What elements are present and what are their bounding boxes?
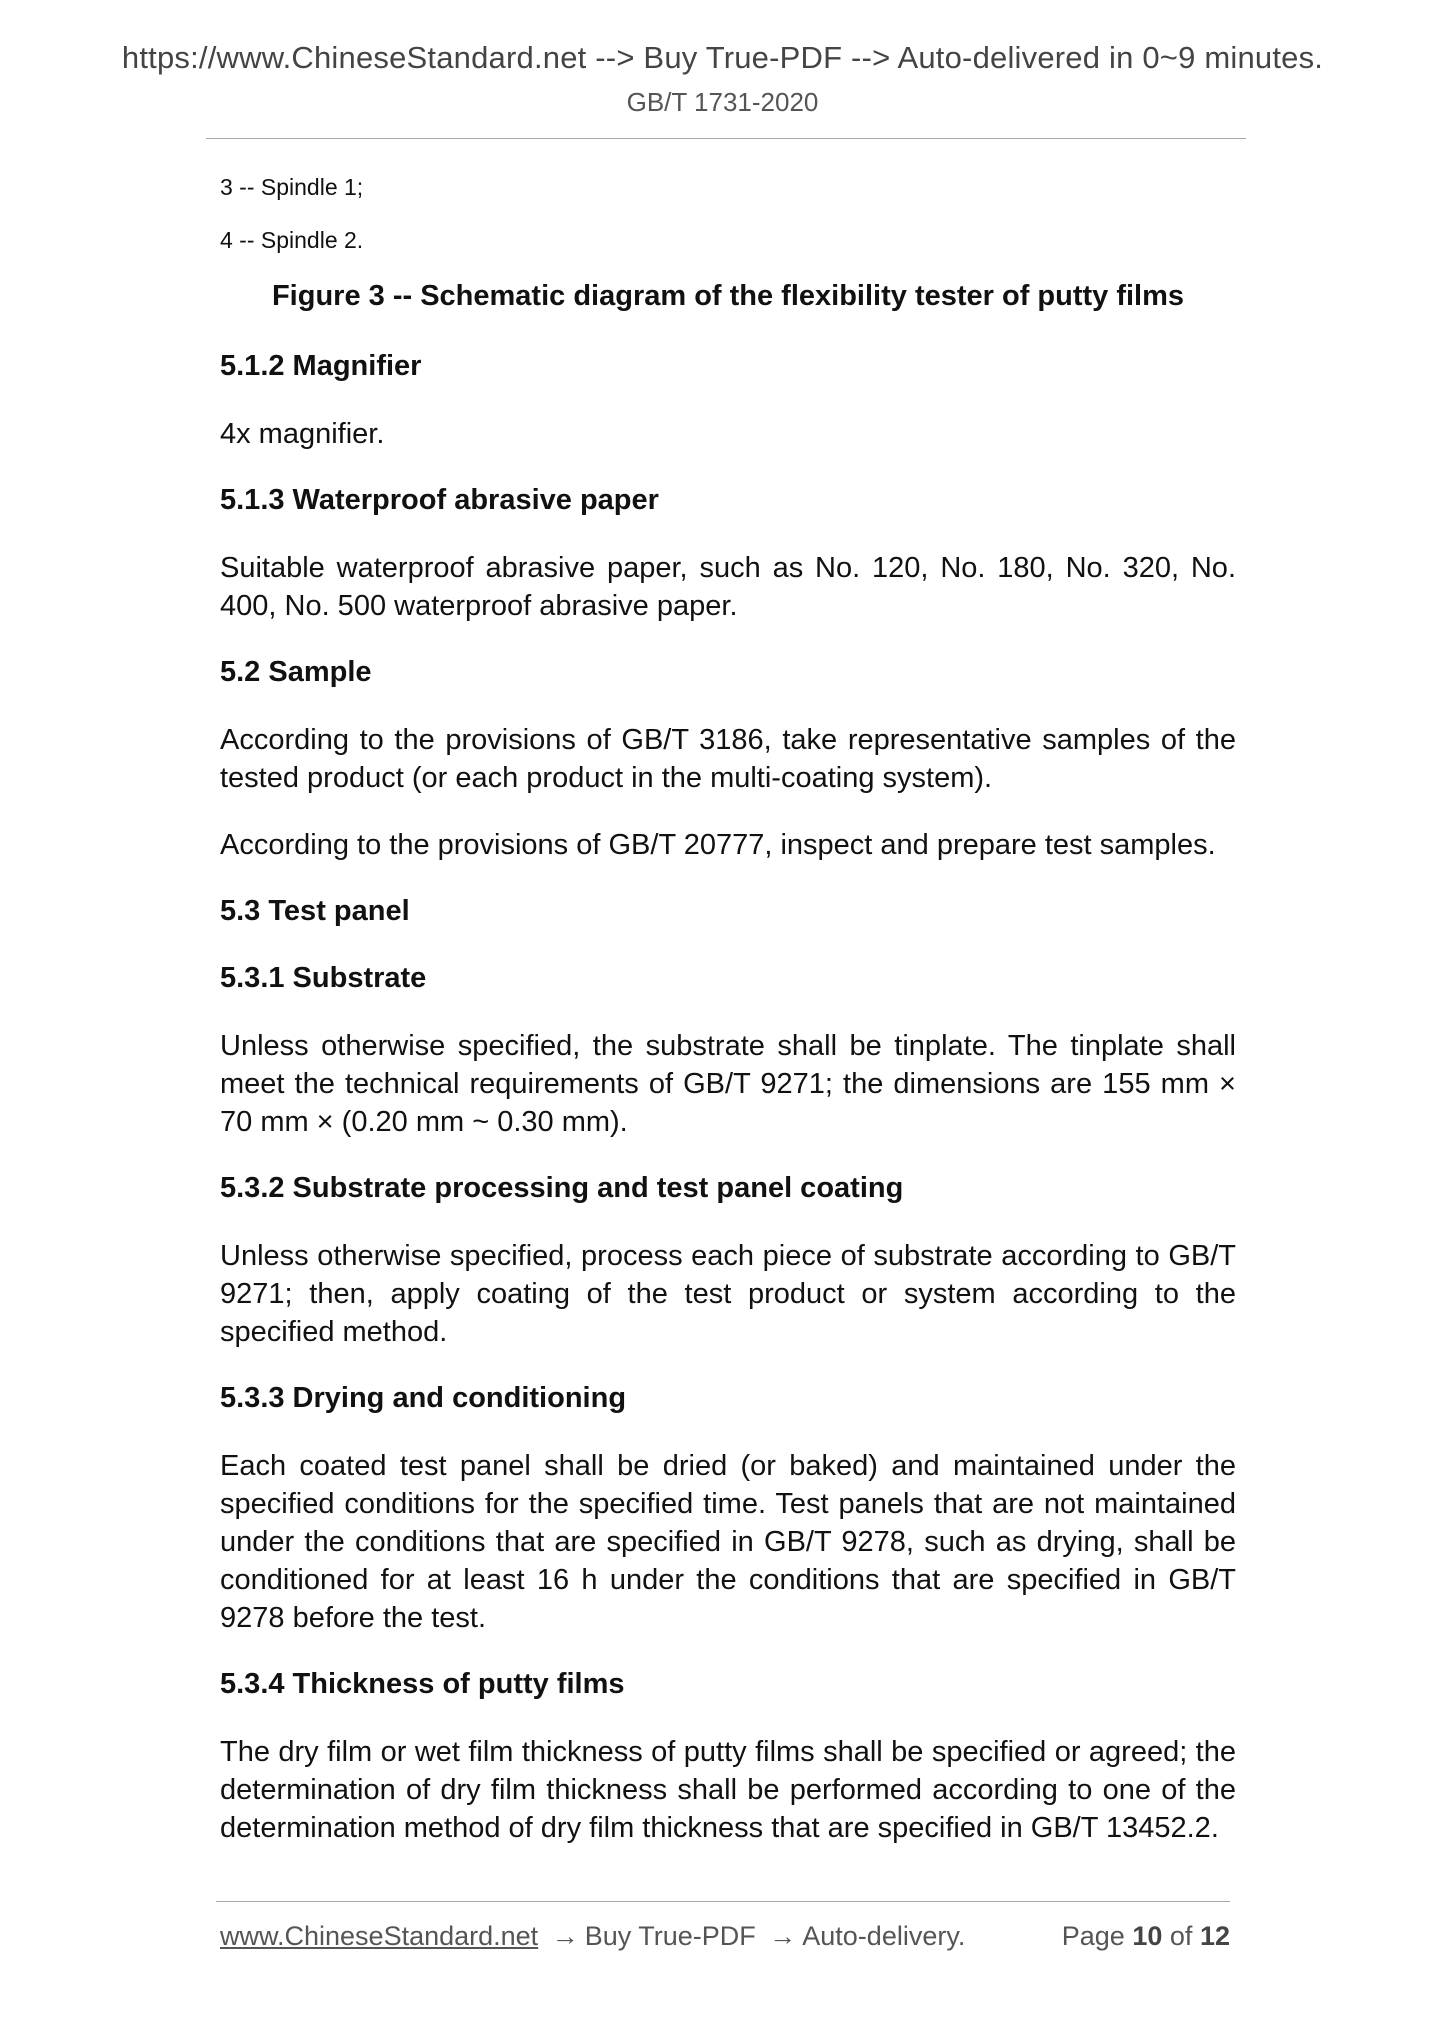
section-heading-5-3-2: 5.3.2 Substrate processing and test panel coating <box>220 1172 904 1204</box>
document-body <box>220 172 1236 1876</box>
section-heading-5-2: 5.2 Sample <box>220 656 372 688</box>
paragraph: Unless otherwise specified, process each piece of substrate according to GB/T 9271; then, apply coating of the test product or system according to the specified method. <box>220 1240 1236 1348</box>
section-heading-5-3-1: 5.3.1 Substrate <box>220 962 427 994</box>
paragraph: According to the provisions of GB/T 3186, take representative samples of the tested product (or each product in the multi-coating system). <box>220 724 1236 794</box>
footer-buy-text: Buy True-PDF <box>584 1921 756 1951</box>
page-of-label: of <box>1169 1921 1193 1951</box>
section-heading-5-3: 5.3 Test panel <box>220 895 410 927</box>
arrow-right-icon: → <box>551 1921 579 1951</box>
paragraph: According to the provisions of GB/T 20777, inspect and prepare test samples. <box>220 829 1216 861</box>
figure-caption: Figure 3 -- Schematic diagram of the flexibility tester of putty films <box>271 280 1185 312</box>
header-url-line: https://www.ChineseStandard.net --> Buy True-PDF --> Auto-delivered in 0~9 minutes. <box>121 40 1324 75</box>
page-number: 10 <box>1132 1921 1163 1951</box>
arrow-right-icon: → <box>769 1921 797 1951</box>
header-standard-number: GB/T 1731-2020 <box>626 87 819 117</box>
section-heading-5-1-2: 5.1.2 Magnifier <box>220 350 422 382</box>
page-header <box>0 38 1445 120</box>
section-heading-5-3-4: 5.3.4 Thickness of putty films <box>220 1668 625 1700</box>
section-heading-5-3-3: 5.3.3 Drying and conditioning <box>220 1382 627 1414</box>
paragraph: The dry film or wet film thickness of putty films shall be specified or agreed; the determination of dry film thickness shall be performed according to one of the determination method of dry film thickness that are specified in GB/T 13452.2. <box>220 1736 1236 1844</box>
footer-delivery-text: Auto-delivery. <box>802 1921 966 1951</box>
paragraph: 4x magnifier. <box>220 418 385 450</box>
paragraph: Suitable waterproof abrasive paper, such as No. 120, No. 180, No. 320, No. 400, No. 500 waterproof abrasive paper. <box>220 552 1236 622</box>
section-heading-5-1-3: 5.1.3 Waterproof abrasive paper <box>220 484 659 516</box>
header-divider <box>206 138 1246 139</box>
figure-legend-item: 4 -- Spindle 2. <box>220 227 364 253</box>
page-indicator <box>1062 1919 1230 1953</box>
paragraph: Unless otherwise specified, the substrate shall be tinplate. The tinplate shall meet the technical requirements of GB/T 9271; the dimensions are 155 mm × 70 mm × (0.20 mm ~ 0.30 mm). <box>220 1030 1236 1138</box>
page-label: Page <box>1061 1921 1125 1951</box>
paragraph: Each coated test panel shall be dried (or baked) and maintained under the specified conditions for the specified time. Test panels that are not maintained under the conditions that are specified in GB/T 9278, such as drying, shall be conditioned for at least 16 h under the conditions that are specified in GB/T 9278 before the test. <box>220 1450 1236 1634</box>
footer-divider <box>216 1901 1230 1902</box>
page-footer <box>220 1919 1230 1953</box>
footer-site-link[interactable]: www.ChineseStandard.net <box>220 1921 539 1951</box>
page-total: 12 <box>1199 1921 1230 1951</box>
figure-legend-item: 3 -- Spindle 1; <box>220 174 364 200</box>
